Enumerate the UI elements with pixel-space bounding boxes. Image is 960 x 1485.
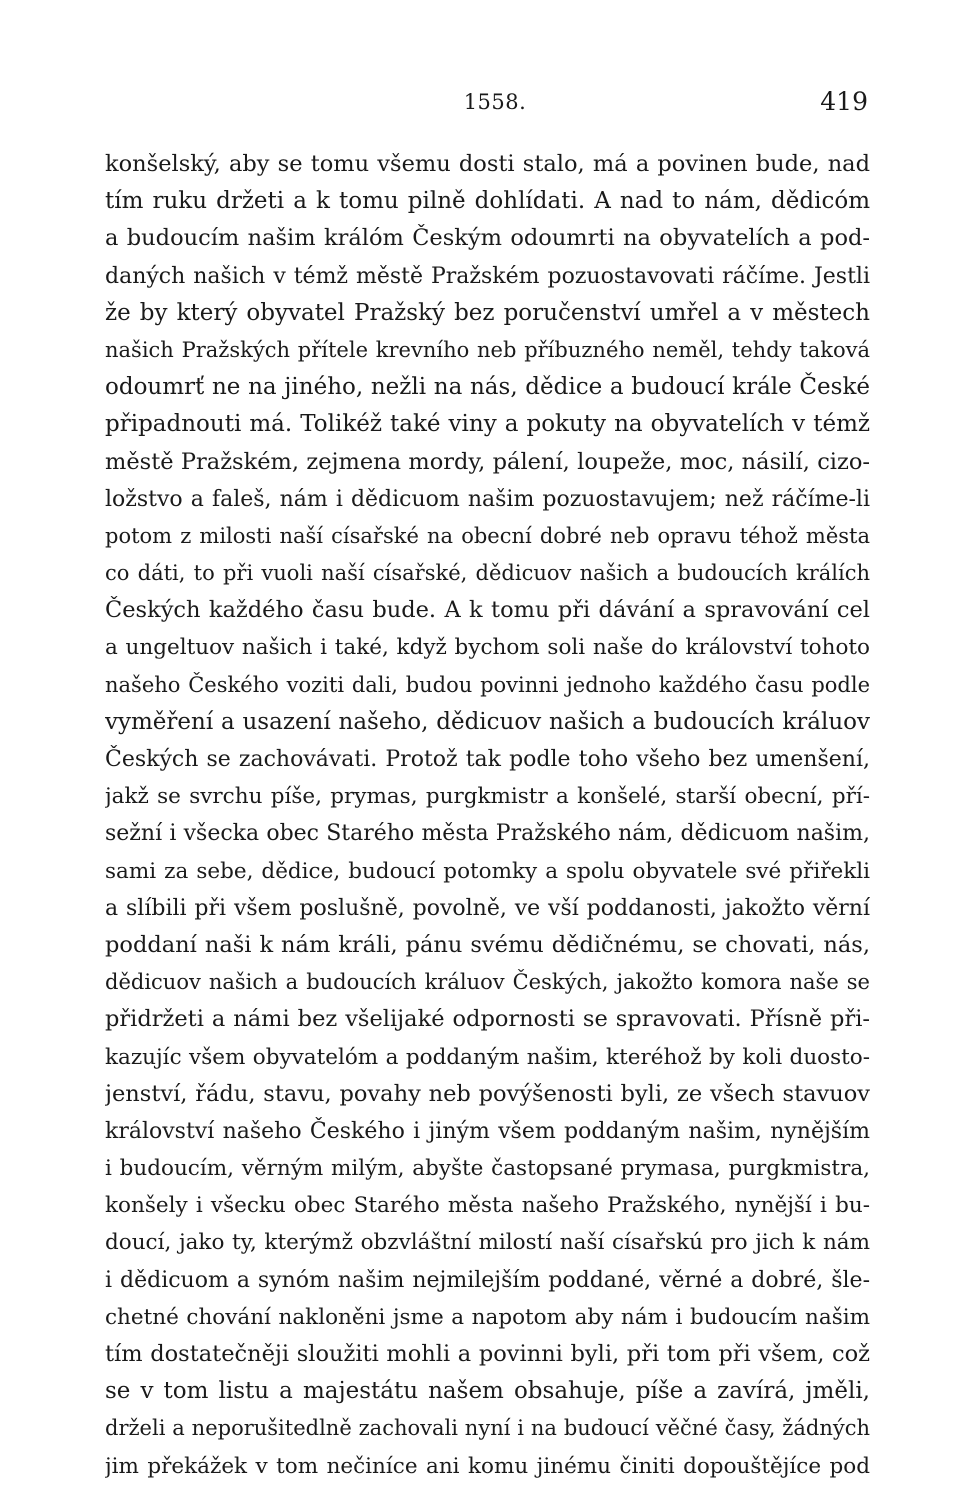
- text-line: jenství, řádu, stavu, povahy neb povýšenosti byli, ze všech stavuov: [105, 1080, 870, 1107]
- text-line: i dědicuom a synóm našim nejmilejším poddané, věrné a dobré, šle-: [105, 1267, 870, 1293]
- text-line: království našeho Českého i jiným všem poddaným našim, nynějším: [105, 1118, 870, 1144]
- text-line: městě Pražském, zejmena mordy, pálení, loupeže, moc, násilí, cizo-: [105, 448, 870, 475]
- text-line: odoumrť ne na jiného, nežli na nás, dědice a budoucí krále České: [105, 374, 870, 401]
- text-line: kazujíc všem obyvatelóm a poddaným našim, kteréhož by koli duosto-: [105, 1044, 870, 1070]
- text-line: našeho Českého voziti dali, budou povinni jednoho každého času podle: [105, 672, 870, 697]
- text-line: našich Pražských přítele krevního neb příbuzného neměl, tehdy taková: [105, 337, 870, 362]
- text-line: jim překážek v tom nečiníce ani komu jinému činiti dopouštějíce pod: [105, 1453, 870, 1479]
- text-line: připadnouti má. Tolikéž také viny a pokuty na obyvatelích v témž: [105, 411, 870, 438]
- text-line: sežní i všecka obec Starého města Pražského nám, dědicuom našim,: [105, 821, 870, 847]
- text-line: a ungeltuov našich i také, když bychom soli naše do království tohoto: [105, 635, 870, 661]
- text-line: konšely i všecku obec Starého města našeho Pražského, nynější i bu-: [105, 1193, 870, 1219]
- text-line: že by který obyvatel Pražský bez poručenství umřel a v městech: [105, 299, 870, 326]
- body-text: [105, 146, 870, 1485]
- text-line: drželi a neporušitedlně zachovali nyní i na budoucí věčné časy, žádných: [105, 1416, 870, 1441]
- text-line: sami za sebe, dědice, budoucí potomky a spolu obyvatele své přiřekli: [105, 858, 870, 884]
- text-line: potom z milosti naší císařské na obecní dobré neb opravu téhož města: [105, 523, 870, 548]
- text-line: Českých se zachovávati. Protož tak podle toho všeho bez umenšení,: [105, 747, 870, 772]
- text-line: vyměření a usazení našeho, dědicuov našich a budoucích králuov: [105, 708, 870, 735]
- text-line: doucí, jako ty, kterýmž obzvláštní milostí naší císařskú pro jich k nám: [105, 1230, 870, 1256]
- header-year: 1558.: [463, 90, 527, 114]
- page-number: 419: [820, 87, 868, 116]
- text-line: chetné chování nakloněni jsme a napotom aby nám i budoucím našim: [105, 1304, 870, 1330]
- text-line: tím dostatečněji sloužiti mohli a povinni byli, při tom při všem, což: [105, 1341, 870, 1367]
- text-line: tím ruku držeti a k tomu pilně dohlídati. A nad to nám, dědicóm: [105, 188, 870, 215]
- text-line: i budoucím, věrným milým, abyšte častopsané prymasa, purgkmistra,: [105, 1156, 870, 1182]
- text-line: jakž se svrchu píše, prymas, purgkmistr a konšelé, starší obecní, pří-: [105, 784, 870, 810]
- text-line: se v tom listu a majestátu našem obsahuje, píše a zavírá, jměli,: [105, 1378, 870, 1405]
- text-line: ložstvo a faleš, nám i dědicuom našim pozuostavujem; než ráčíme-li: [105, 486, 870, 512]
- text-line: co dáti, to při vuoli naší císařské, dědicuov našich a budoucích králích: [105, 561, 870, 586]
- text-line: a slíbili při všem poslušně, povolně, ve vší poddanosti, jakožto věrní: [105, 895, 870, 921]
- text-line: Českých každého času bude. A k tomu při dávání a spravování cel: [105, 597, 870, 624]
- text-line: přidržeti a námi bez všelijaké odpornosti se spravovati. Přísně při-: [105, 1006, 870, 1033]
- text-line: konšelský, aby se tomu všemu dosti stalo, má a povinen bude, nad: [105, 151, 870, 177]
- text-line: dědicuov našich a budoucích králuov Českých, jakožto komora naše se: [105, 970, 870, 995]
- running-header: [0, 86, 960, 118]
- text-line: poddaní naši k nám králi, pánu svému dědičnému, se chovati, nás,: [105, 931, 870, 958]
- text-line: a budoucím našim králóm Českým odoumrti na obyvatelích a pod-: [105, 225, 870, 252]
- text-line: daných našich v témž městě Pražském pozuostavovati ráčíme. Jestli: [105, 263, 870, 289]
